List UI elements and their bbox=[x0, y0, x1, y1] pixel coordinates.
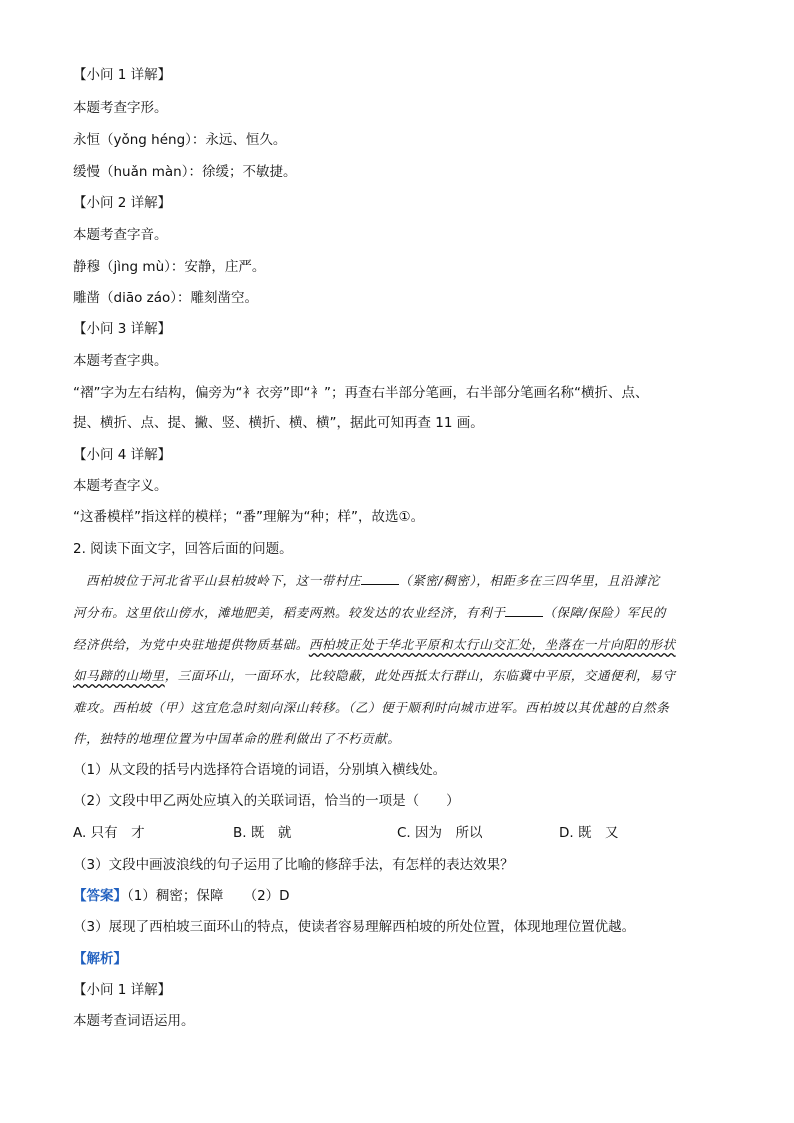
sub-question-2: （2）文段中甲乙两处应填入的关联词语，恰当的一项是（ ） bbox=[73, 793, 460, 809]
section1-item2: 缓慢（huǎn màn）：徐缓；不敏捷。 bbox=[73, 164, 297, 180]
option-b: B. 既 就 bbox=[233, 825, 292, 841]
passage-text: 西柏坡位于河北省平山县柏坡岭下，这一带村庄 bbox=[86, 573, 362, 588]
passage-text: 经济供给，为党中央驻地提供物质基础。 bbox=[73, 637, 309, 652]
section2-item2: 雕凿（diāo záo）：雕刻凿空。 bbox=[73, 290, 259, 306]
option-c: C. 因为 所以 bbox=[397, 825, 483, 841]
analysis-label: 【解析】 bbox=[73, 951, 127, 967]
passage-line-3 bbox=[73, 636, 676, 654]
option-a: A. 只有 才 bbox=[73, 825, 145, 841]
section4-intro: 本题考查字义。 bbox=[73, 478, 168, 494]
detail-heading: 【小问 1 详解】 bbox=[73, 982, 172, 998]
section2-item1: 静穆（jìng mù）：安静，庄严。 bbox=[73, 259, 266, 275]
section4-line1: “这番模样”指这样的模样；“番”理解为“种；样”，故选①。 bbox=[73, 509, 425, 525]
passage-line-5: 难攻。西柏坡（甲）这宜危急时刻向深山转移。（乙）便于顺利时向城市进军。西柏坡以其优越的自然条 bbox=[73, 700, 670, 715]
passage-line-2 bbox=[73, 604, 666, 622]
section3-line2: 提、横折、点、提、撇、竖、横折、横、横”，据此可知再查 11 画。 bbox=[73, 415, 484, 431]
section3-intro: 本题考查字典。 bbox=[73, 353, 168, 369]
passage-line-4 bbox=[73, 667, 676, 685]
fill-blank-2 bbox=[505, 604, 543, 617]
passage-text: 河分布。这里依山傍水，滩地肥美，稻麦两熟。较发达的农业经济，有利于 bbox=[73, 605, 506, 620]
passage-text: （紧密/稠密），相距多在三四华里，且沿滹沱 bbox=[399, 573, 660, 588]
section4-heading: 【小问 4 详解】 bbox=[73, 447, 172, 463]
section1-heading: 【小问 1 详解】 bbox=[73, 67, 172, 83]
question2-title: 2. 阅读下面文字，回答后面的问题。 bbox=[73, 541, 293, 557]
sub-question-1: （1）从文段的括号内选择符合语境的词语，分别填入横线处。 bbox=[73, 762, 447, 778]
section2-intro: 本题考查字音。 bbox=[73, 227, 168, 243]
passage-line-1 bbox=[86, 572, 660, 590]
section3-line1: “褶”字为左右结构，偏旁为“衤衣旁”即“衤”；再查右半部分笔画，右半部分笔画名称“横折、点、 bbox=[73, 385, 649, 401]
passage-text: （保障/保险）军民的 bbox=[543, 605, 667, 620]
detail-intro: 本题考查词语运用。 bbox=[73, 1013, 195, 1029]
answer-text: （1）稠密；保障 （2）D bbox=[127, 888, 290, 904]
wavy-underlined-sentence-end: 如马蹄的山坳里 bbox=[73, 668, 165, 683]
answer-label: 【答案】 bbox=[73, 888, 127, 904]
wavy-underlined-sentence: 西柏坡正处于华北平原和太行山交汇处，坐落在一片向阳的形状 bbox=[308, 637, 676, 652]
section3-heading: 【小问 3 详解】 bbox=[73, 321, 172, 337]
passage-text: ，三面环山，一面环水，比较隐蔽，此处西抵太行群山，东临冀中平原，交通便利，易守 bbox=[164, 668, 676, 683]
answer-line bbox=[73, 887, 290, 905]
fill-blank-1 bbox=[361, 572, 399, 585]
sub-question-3: （3）文段中画波浪线的句子运用了比喻的修辞手法，有怎样的表达效果？ bbox=[73, 857, 514, 873]
section1-item1: 永恒（yǒng héng）：永远、恒久。 bbox=[73, 132, 287, 148]
answer-3: （3）展现了西柏坡三面环山的特点，使读者容易理解西柏坡的所处位置，体现地理位置优越。 bbox=[73, 919, 636, 935]
passage-line-6: 件，独特的地理位置为中国革命的胜利做出了不朽贡献。 bbox=[73, 731, 401, 746]
option-d: D. 既 又 bbox=[559, 825, 619, 841]
section1-intro: 本题考查字形。 bbox=[73, 100, 168, 116]
section2-heading: 【小问 2 详解】 bbox=[73, 195, 172, 211]
